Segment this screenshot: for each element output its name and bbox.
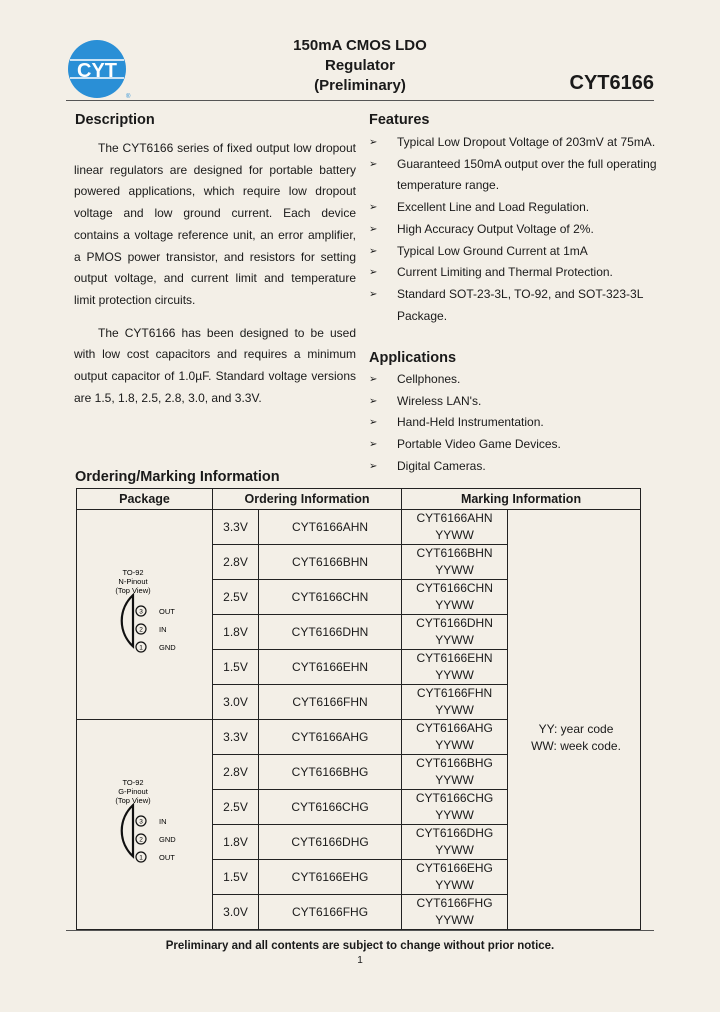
svg-text:IN: IN — [158, 625, 166, 634]
arrow-bullet-icon: ➢ — [369, 439, 378, 451]
svg-text:IN: IN — [158, 817, 166, 826]
svg-text:TO-92: TO-92 — [121, 568, 144, 577]
marking-cell: CYT6166CHN YYWW — [402, 580, 508, 615]
svg-text:OUT: OUT — [158, 853, 175, 862]
part-cell: CYT6166AHG — [259, 720, 402, 755]
voltage-cell: 1.5V — [213, 860, 259, 895]
svg-text:3: 3 — [138, 818, 143, 826]
title-line-2: Regulator — [324, 57, 395, 74]
svg-text:N-Pinout: N-Pinout — [117, 577, 148, 586]
marking-cell: CYT6166DHG YYWW — [402, 825, 508, 860]
svg-text:1: 1 — [138, 854, 143, 862]
ordering-heading: Ordering/Marking Information — [75, 469, 280, 485]
svg-text:G-Pinout: G-Pinout — [117, 787, 148, 796]
part-cell: CYT6166BHN — [259, 545, 402, 580]
marking-cell: CYT6166BHG YYWW — [402, 755, 508, 790]
list-item: ➢ Typical Low Dropout Voltage of 203mV at 75mA. — [369, 132, 659, 154]
part-cell: CYT6166CHG — [259, 790, 402, 825]
ordering-table — [76, 488, 641, 930]
page-number: 1 — [357, 955, 363, 966]
voltage-cell: 1.8V — [213, 825, 259, 860]
description-paragraph: The CYT6166 series of fixed output low dropout linear regulators are designed for portable battery powered applications, which require low dropout voltage and low ground current. Each device contains a voltage reference unit, an error amplifier, a PMOS power transistor, and resistors for setting output voltage, and current limit and temperature limit protection circuits. — [74, 141, 356, 307]
marking-cell: CYT6166BHN YYWW — [402, 545, 508, 580]
part-cell: CYT6166EHN — [259, 650, 402, 685]
arrow-bullet-icon: ➢ — [369, 460, 378, 472]
list-item: ➢ Digital Cameras. — [369, 456, 659, 478]
marking-cell: CYT6166FHG YYWW — [402, 895, 508, 930]
column-header: Ordering Information — [213, 489, 402, 510]
voltage-cell: 3.0V — [213, 685, 259, 720]
marking-cell: CYT6166EHN YYWW — [402, 650, 508, 685]
voltage-cell: 1.8V — [213, 615, 259, 650]
package-cell — [77, 510, 213, 720]
part-cell: CYT6166AHN — [259, 510, 402, 545]
voltage-cell: 2.5V — [213, 580, 259, 615]
svg-text:(Top View): (Top View) — [114, 796, 151, 805]
table-row — [77, 510, 641, 545]
list-item: ➢ Cellphones. — [369, 369, 659, 391]
document-title — [250, 36, 470, 96]
arrow-bullet-icon: ➢ — [369, 267, 378, 279]
applications-list — [369, 369, 659, 478]
list-item: ➢ Current Limiting and Thermal Protection. — [369, 262, 659, 284]
header-rule — [66, 100, 654, 101]
part-cell: CYT6166FHG — [259, 895, 402, 930]
features-heading: Features — [369, 112, 430, 128]
part-cell: CYT6166BHG — [259, 755, 402, 790]
part-cell: CYT6166DHN — [259, 615, 402, 650]
legend-line: YY: year code — [538, 721, 614, 736]
svg-text:2: 2 — [138, 836, 143, 844]
marking-cell: CYT6166AHG YYWW — [402, 720, 508, 755]
to92-pinout-diagram — [95, 773, 195, 873]
arrow-bullet-icon: ➢ — [369, 374, 378, 385]
list-item: ➢ Guaranteed 150mA output over the full operating temperature range. — [369, 154, 659, 197]
svg-text:GND: GND — [158, 835, 176, 844]
package-cell — [77, 720, 213, 930]
arrow-bullet-icon: ➢ — [369, 288, 378, 300]
svg-text:GND: GND — [158, 643, 176, 652]
part-number: CYT6166 — [569, 72, 654, 94]
part-cell: CYT6166CHN — [259, 580, 402, 615]
list-item: ➢ Standard SOT-23-3L, TO-92, and SOT-323-3L Package. — [369, 284, 659, 327]
svg-text:®: ® — [126, 94, 131, 100]
part-cell: CYT6166DHG — [259, 825, 402, 860]
voltage-cell: 3.0V — [213, 895, 259, 930]
list-item: ➢ Typical Low Ground Current at 1mA — [369, 241, 659, 263]
arrow-bullet-icon: ➢ — [369, 202, 378, 214]
part-cell: CYT6166EHG — [259, 860, 402, 895]
list-item: ➢ Excellent Line and Load Regulation. — [369, 197, 659, 219]
to92-pinout-diagram — [95, 563, 195, 663]
code-legend — [508, 510, 641, 930]
list-item: ➢ Wireless LAN's. — [369, 391, 659, 413]
description-heading: Description — [75, 112, 155, 128]
list-item: ➢ Portable Video Game Devices. — [369, 434, 659, 456]
marking-cell: CYT6166CHG YYWW — [402, 790, 508, 825]
arrow-bullet-icon: ➢ — [369, 137, 378, 148]
logo-text: CYT — [77, 60, 117, 82]
footer-rule — [66, 930, 654, 931]
voltage-cell: 3.3V — [213, 720, 259, 755]
legend-line: WW: week code. — [531, 738, 621, 753]
voltage-cell: 2.5V — [213, 790, 259, 825]
column-header: Package — [77, 489, 213, 510]
description-body — [74, 138, 356, 420]
list-item: ➢ High Accuracy Output Voltage of 2%. — [369, 219, 659, 241]
marking-cell: CYT6166FHN YYWW — [402, 685, 508, 720]
title-line-3: (Preliminary) — [314, 77, 406, 94]
column-header: Marking Information — [402, 489, 641, 510]
marking-cell: CYT6166EHG YYWW — [402, 860, 508, 895]
list-item: ➢ Hand-Held Instrumentation. — [369, 412, 659, 434]
voltage-cell: 1.5V — [213, 650, 259, 685]
arrow-bullet-icon: ➢ — [369, 417, 378, 429]
features-list — [369, 132, 659, 327]
voltage-cell: 2.8V — [213, 545, 259, 580]
arrow-bullet-icon: ➢ — [369, 245, 378, 257]
svg-text:2: 2 — [138, 626, 143, 634]
svg-text:1: 1 — [138, 644, 143, 652]
applications-heading: Applications — [369, 350, 457, 366]
svg-text:OUT: OUT — [158, 607, 175, 616]
arrow-bullet-icon: ➢ — [369, 223, 378, 235]
marking-cell: CYT6166DHN YYWW — [402, 615, 508, 650]
svg-text:TO-92: TO-92 — [121, 778, 144, 787]
description-paragraph: The CYT6166 has been designed to be used with low cost capacitors and requires a minimum output capacitor of 1.0µF. Standard voltage versions are 1.5, 1.8, 2.5, 2.8, 3.0, and 3.3V. — [74, 325, 356, 405]
part-cell: CYT6166FHN — [259, 685, 402, 720]
cyt-logo — [66, 38, 131, 100]
svg-text:3: 3 — [138, 608, 143, 616]
arrow-bullet-icon: ➢ — [369, 395, 378, 407]
footer-notice: Preliminary and all contents are subject to change without prior notice. — [165, 940, 555, 952]
marking-cell: CYT6166AHN YYWW — [402, 510, 508, 545]
voltage-cell: 2.8V — [213, 755, 259, 790]
voltage-cell: 3.3V — [213, 510, 259, 545]
svg-text:(Top View): (Top View) — [114, 586, 151, 595]
arrow-bullet-icon: ➢ — [369, 158, 378, 170]
title-line-1: 150mA CMOS LDO — [293, 37, 427, 54]
